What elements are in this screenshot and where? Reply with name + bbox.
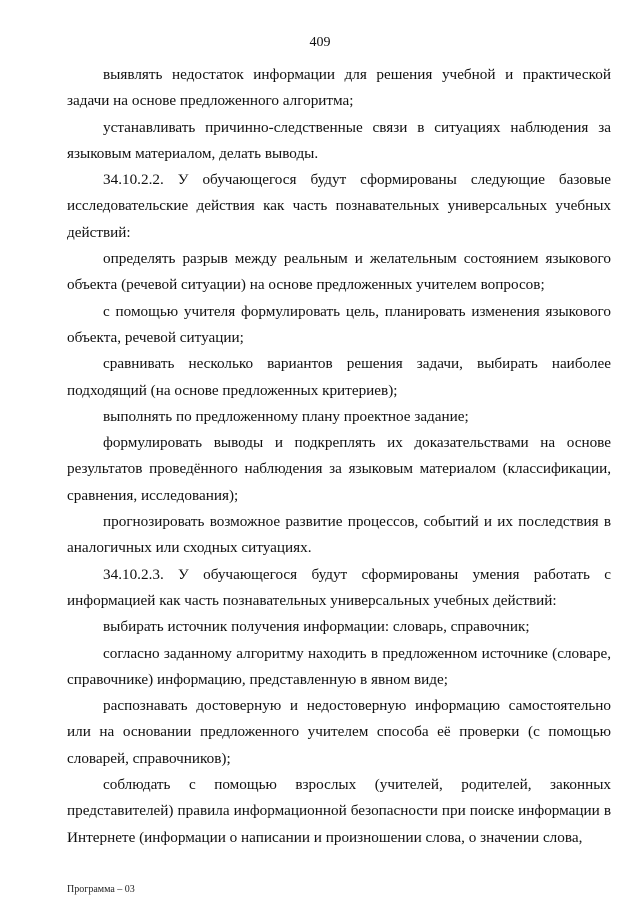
paragraph: выявлять недостаток информации для решения учебной и практической задачи на основе предложенного алгоритма;: [67, 66, 611, 110]
paragraph: прогнозировать возможное развитие процессов, событий и их последствия в аналогичных или сходных ситуациях.: [67, 513, 611, 557]
paragraph: согласно заданному алгоритму находить в предложенном источнике (словаре, справочнике) информацию, представленную в явном виде;: [67, 644, 611, 688]
paragraph: соблюдать с помощью взрослых (учителей, родителей, законных представителей) правила информационной безопасности при поиске информации в Интернете (информации о написании и произношении слова, о значении слова,: [67, 776, 611, 846]
paragraph: сравнивать несколько вариантов решения задачи, выбирать наиболее подходящий (на основе предложенных критериев);: [67, 355, 611, 399]
paragraph: с помощью учителя формулировать цель, планировать изменения языкового объекта, речевой ситуации;: [67, 302, 611, 346]
page-footer: Программа – 03: [67, 884, 135, 895]
section-heading-paragraph: 34.10.2.3. У обучающегося будут сформированы умения работать с информацией как часть познавательных универсальных учебных действий:: [67, 565, 611, 609]
paragraph: выбирать источник получения информации: словарь, справочник;: [103, 618, 530, 636]
section-heading-paragraph: 34.10.2.2. У обучающегося будут сформированы следующие базовые исследовательские действия как часть познавательных универсальных учебных действий:: [67, 171, 611, 241]
document-body: [67, 62, 611, 851]
page-number: 409: [309, 35, 331, 50]
paragraph: устанавливать причинно-следственные связи в ситуациях наблюдения за языковым материалом, делать выводы.: [67, 118, 611, 162]
paragraph: распознавать достоверную и недостоверную информацию самостоятельно или на основании предложенного учителем способа её проверки (с помощью словарей, справочников);: [67, 697, 611, 767]
paragraph: формулировать выводы и подкреплять их доказательствами на основе результатов проведённого наблюдения за языковым материалом (классификации, сравнения, исследования);: [67, 434, 611, 504]
paragraph: определять разрыв между реальным и желательным состоянием языкового объекта (речевой ситуации) на основе предложенных учителем вопросов;: [67, 250, 611, 294]
paragraph: выполнять по предложенному плану проектное задание;: [103, 407, 469, 425]
